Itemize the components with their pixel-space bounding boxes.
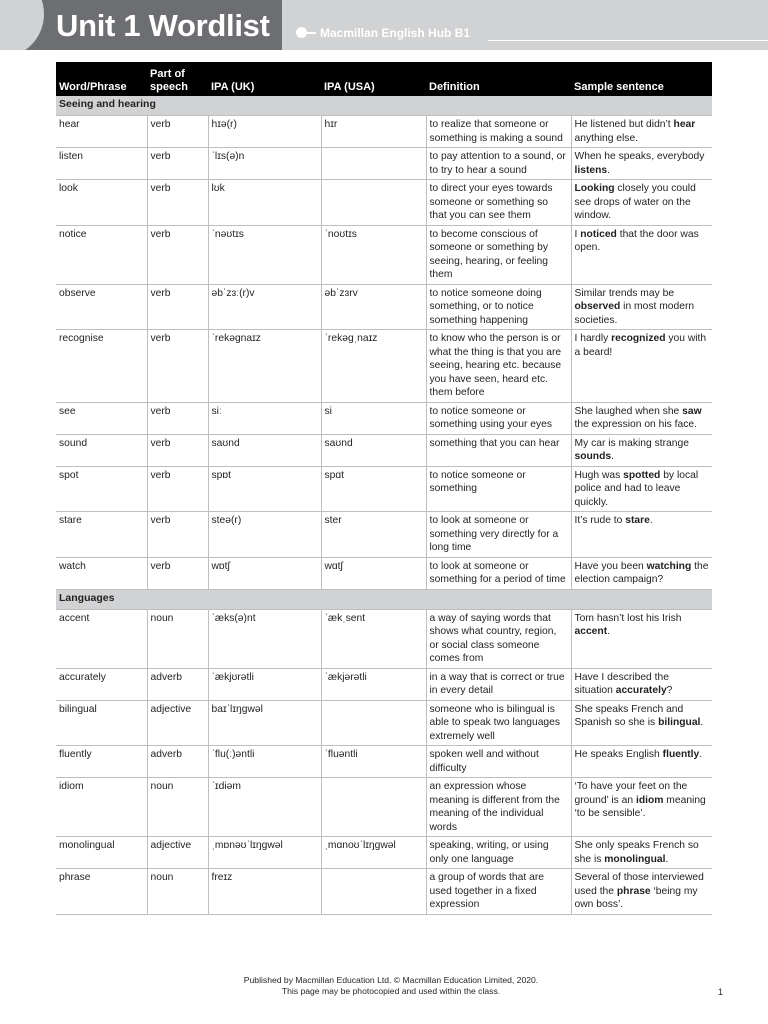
definition-cell: to direct your eyes towards someone or something so that you can see them: [426, 180, 571, 226]
pos-cell: noun: [147, 609, 208, 668]
sample-cell: [571, 434, 712, 466]
sample-text: closely you could see drops of water on the window.: [574, 183, 696, 221]
table-row: [56, 668, 712, 700]
ipa-uk-cell: wɒtʃ: [208, 557, 321, 589]
sample-cell: [571, 330, 712, 403]
definition-cell: speaking, writing, or using only one language: [426, 837, 571, 869]
table-row: [56, 225, 712, 284]
pos-cell: verb: [147, 180, 208, 226]
definition-cell: an expression whose meaning is different from the meaning of the individual words: [426, 778, 571, 837]
table-row: [56, 609, 712, 668]
sample-text: in most modern societies.: [574, 301, 695, 326]
word-cell: listen: [56, 148, 147, 180]
ipa-usa-cell: [321, 148, 426, 180]
word-cell: bilingual: [56, 700, 147, 746]
ipa-usa-cell: əbˈzɜrv: [321, 284, 426, 330]
sample-cell: [571, 284, 712, 330]
ipa-uk-cell: ˈflu(ː)əntli: [208, 746, 321, 778]
pos-cell: noun: [147, 869, 208, 915]
ipa-usa-cell: ster: [321, 512, 426, 558]
sample-keyword: idiom: [635, 794, 664, 806]
table-row: [56, 434, 712, 466]
table-row: [56, 512, 712, 558]
ipa-uk-cell: ˈæks(ə)nt: [208, 609, 321, 668]
sample-cell: [571, 225, 712, 284]
definition-cell: to look at someone or something very directly for a long time: [426, 512, 571, 558]
sample-text: She only speaks French so she is: [574, 840, 699, 865]
sample-text: .: [611, 451, 614, 462]
sample-text: the election campaign?: [574, 560, 709, 585]
sample-text: .: [607, 626, 611, 637]
ipa-uk-cell: spɒt: [208, 466, 321, 512]
table-row: [56, 700, 712, 746]
sample-text: .: [700, 717, 704, 728]
sample-text: .: [665, 853, 669, 865]
sample-text: anything else.: [574, 132, 639, 144]
brand-label: [296, 26, 470, 40]
ipa-uk-cell: ˈækjʊrətli: [208, 668, 321, 700]
sample-text: I hardly: [574, 333, 612, 344]
sample-cell: [571, 869, 712, 915]
table-header-row: [56, 62, 712, 96]
ipa-uk-cell: ˌmɒnəʊˈlɪŋɡwəl: [208, 837, 321, 869]
sample-text: She speaks French and Spanish so she is: [574, 703, 684, 728]
sample-keyword: sounds: [574, 451, 612, 462]
ipa-uk-cell: saʊnd: [208, 434, 321, 466]
sample-text: It’s rude to: [574, 515, 626, 526]
pos-cell: adjective: [147, 700, 208, 746]
sample-keyword: recognized: [611, 333, 666, 344]
sample-text: Have you been: [574, 560, 647, 572]
section-title: Seeing and hearing: [56, 96, 712, 116]
ipa-uk-cell: ˈnəʊtɪs: [208, 225, 321, 284]
sample-cell: [571, 778, 712, 837]
table-row: [56, 837, 712, 869]
ipa-usa-cell: [321, 700, 426, 746]
ipa-usa-cell: hɪr: [321, 116, 426, 148]
column-header-word: Word/Phrase: [56, 62, 147, 96]
word-cell: watch: [56, 557, 147, 589]
pos-cell: noun: [147, 778, 208, 837]
sample-keyword: watching: [646, 560, 692, 572]
sample-keyword: saw: [682, 405, 702, 417]
definition-cell: to look at someone or something for a period of time: [426, 557, 571, 589]
page-title: Unit 1 Wordlist: [56, 8, 270, 43]
pos-cell: verb: [147, 512, 208, 558]
word-cell: sound: [56, 434, 147, 466]
column-header-ipa-usa: IPA (USA): [321, 62, 426, 96]
sample-cell: [571, 180, 712, 226]
decorative-circle: [0, 0, 44, 50]
ipa-usa-cell: saʊnd: [321, 434, 426, 466]
sample-text: .: [699, 749, 703, 760]
sample-keyword: observed: [574, 301, 621, 312]
sample-keyword: stare: [625, 515, 650, 526]
column-header-sample: Sample sentence: [571, 62, 712, 96]
word-cell: accurately: [56, 668, 147, 700]
table-row: [56, 869, 712, 915]
table-row: [56, 557, 712, 589]
dash-icon: [307, 32, 316, 34]
ipa-uk-cell: hɪə(r): [208, 116, 321, 148]
definition-cell: a group of words that are used together in a fixed expression: [426, 869, 571, 915]
sample-keyword: accent: [574, 626, 608, 637]
ipa-usa-cell: ˈækjərətli: [321, 668, 426, 700]
sample-keyword: spotted: [623, 469, 661, 481]
table-row: [56, 466, 712, 512]
pos-cell: verb: [147, 225, 208, 284]
ipa-uk-cell: steə(r): [208, 512, 321, 558]
brand-text: Macmillan English Hub B1: [320, 26, 471, 40]
word-cell: idiom: [56, 778, 147, 837]
word-cell: notice: [56, 225, 147, 284]
sample-cell: [571, 402, 712, 434]
word-cell: observe: [56, 284, 147, 330]
sample-text: ?: [666, 685, 673, 696]
definition-cell: to notice someone or something using your eyes: [426, 402, 571, 434]
definition-cell: spoken well and without difficulty: [426, 746, 571, 778]
definition-cell: to pay attention to a sound, or to try to hear a sound: [426, 148, 571, 180]
pos-cell: verb: [147, 557, 208, 589]
ipa-usa-cell: wɑtʃ: [321, 557, 426, 589]
sample-cell: [571, 512, 712, 558]
sample-cell: [571, 466, 712, 512]
footer: [0, 975, 768, 997]
ipa-usa-cell: [321, 869, 426, 915]
sample-text: He listened but didn’t: [574, 119, 674, 130]
definition-cell: to realize that someone or something is making a sound: [426, 116, 571, 148]
ipa-uk-cell: əbˈzɜː(r)v: [208, 284, 321, 330]
sample-text: the expression on his face.: [574, 419, 697, 430]
definition-cell: a way of saying words that shows what country, region, or social class someone comes from: [426, 609, 571, 668]
ipa-uk-cell: ˈrekəɡnaɪz: [208, 330, 321, 403]
table-row: [56, 148, 712, 180]
column-header-pos: Part of speech: [147, 62, 208, 96]
word-cell: accent: [56, 609, 147, 668]
sample-cell: [571, 557, 712, 589]
pos-cell: verb: [147, 116, 208, 148]
definition-cell: someone who is bilingual is able to speak two languages extremely well: [426, 700, 571, 746]
sample-cell: [571, 746, 712, 778]
word-cell: phrase: [56, 869, 147, 915]
column-header-ipa-uk: IPA (UK): [208, 62, 321, 96]
table-row: [56, 284, 712, 330]
ipa-usa-cell: spɑt: [321, 466, 426, 512]
pos-cell: verb: [147, 330, 208, 403]
footer-publisher: Published by Macmillan Education Ltd. © Macmillan Education Limited, 2020.: [243, 975, 539, 985]
page-number: 1: [718, 987, 724, 997]
table-row: [56, 778, 712, 837]
sample-text: .: [649, 515, 653, 526]
sample-text: ‘being my own boss’.: [574, 885, 698, 910]
sample-text: Tom hasn’t lost his Irish: [574, 612, 682, 624]
sample-keyword: accurately: [615, 685, 667, 696]
sample-keyword: hear: [673, 119, 696, 130]
sample-cell: [571, 116, 712, 148]
column-header-definition: Definition: [426, 62, 571, 96]
sample-keyword: noticed: [580, 228, 617, 240]
pos-cell: adverb: [147, 746, 208, 778]
pos-cell: verb: [147, 434, 208, 466]
definition-cell: to notice someone or something: [426, 466, 571, 512]
pos-cell: adverb: [147, 668, 208, 700]
ipa-usa-cell: ˌmɑnoʊˈlɪŋɡwəl: [321, 837, 426, 869]
ipa-usa-cell: ˈrekəɡˌnaɪz: [321, 330, 426, 403]
sample-text: Similar trends may be: [574, 287, 675, 299]
sample-keyword: monolingual: [604, 853, 666, 865]
ipa-uk-cell: ˈlɪs(ə)n: [208, 148, 321, 180]
sample-keyword: bilingual: [658, 717, 701, 728]
definition-cell: to know who the person is or what the thing is that you are seeing, hearing etc. because you have seen, heard etc. them before: [426, 330, 571, 403]
word-cell: monolingual: [56, 837, 147, 869]
sample-text: She laughed when she: [574, 405, 683, 417]
ipa-uk-cell: baɪˈlɪŋɡwəl: [208, 700, 321, 746]
pos-cell: verb: [147, 148, 208, 180]
sample-text: He speaks English: [574, 749, 663, 760]
sample-text: Hugh was: [574, 469, 624, 481]
sample-keyword: listens: [574, 164, 608, 176]
sample-text: Have I described the situation: [574, 671, 669, 696]
word-cell: spot: [56, 466, 147, 512]
pos-cell: adjective: [147, 837, 208, 869]
ipa-usa-cell: ˈnoʊtɪs: [321, 225, 426, 284]
sample-cell: [571, 668, 712, 700]
definition-cell: to notice someone doing something, or to notice something happening: [426, 284, 571, 330]
definition-cell: in a way that is correct or true in every detail: [426, 668, 571, 700]
section-row: [56, 589, 712, 609]
sample-text: meaning ‘to be sensible’.: [574, 794, 706, 819]
sample-text: by local police and had to leave quickly.: [574, 469, 699, 508]
section-row: [56, 96, 712, 116]
sample-text: that the door was open.: [574, 228, 699, 253]
word-cell: look: [56, 180, 147, 226]
pos-cell: verb: [147, 402, 208, 434]
ipa-usa-cell: ˈfluəntli: [321, 746, 426, 778]
sample-text: ‘To have your feet on the ground’ is an: [574, 781, 688, 806]
table-row: [56, 746, 712, 778]
pos-cell: verb: [147, 284, 208, 330]
sample-text: .: [607, 164, 610, 176]
ipa-usa-cell: si: [321, 402, 426, 434]
header-rule: [488, 40, 768, 41]
ipa-uk-cell: freɪz: [208, 869, 321, 915]
word-cell: fluently: [56, 746, 147, 778]
word-cell: stare: [56, 512, 147, 558]
definition-cell: to become conscious of someone or something by seeing, hearing, or feeling them: [426, 225, 571, 284]
wordlist-table: [56, 62, 712, 915]
word-cell: hear: [56, 116, 147, 148]
ipa-uk-cell: lʊk: [208, 180, 321, 226]
sample-keyword: phrase: [616, 885, 651, 897]
sample-keyword: Looking: [574, 183, 615, 194]
sample-cell: [571, 837, 712, 869]
section-title: Languages: [56, 589, 712, 609]
sample-cell: [571, 609, 712, 668]
footer-copy-note: This page may be photocopied and used within the class.: [281, 986, 501, 996]
sample-text: When he speaks, everybody: [574, 151, 705, 162]
ipa-uk-cell: siː: [208, 402, 321, 434]
sample-cell: [571, 700, 712, 746]
sample-text: you with a beard!: [574, 333, 707, 358]
word-cell: recognise: [56, 330, 147, 403]
ipa-usa-cell: ˈækˌsent: [321, 609, 426, 668]
ipa-usa-cell: [321, 180, 426, 226]
page-header: [0, 0, 768, 50]
definition-cell: something that you can hear: [426, 434, 571, 466]
table-row: [56, 330, 712, 403]
table-row: [56, 116, 712, 148]
ipa-usa-cell: [321, 778, 426, 837]
bullet-dot-icon: [296, 27, 307, 38]
sample-text: Several of those interviewed used the: [574, 872, 704, 897]
sample-keyword: fluently: [662, 749, 700, 760]
sample-text: I: [574, 228, 581, 240]
table-row: [56, 402, 712, 434]
word-cell: see: [56, 402, 147, 434]
sample-cell: [571, 148, 712, 180]
table-row: [56, 180, 712, 226]
ipa-uk-cell: ˈɪdiəm: [208, 778, 321, 837]
sample-text: My car is making strange: [574, 437, 689, 449]
pos-cell: verb: [147, 466, 208, 512]
